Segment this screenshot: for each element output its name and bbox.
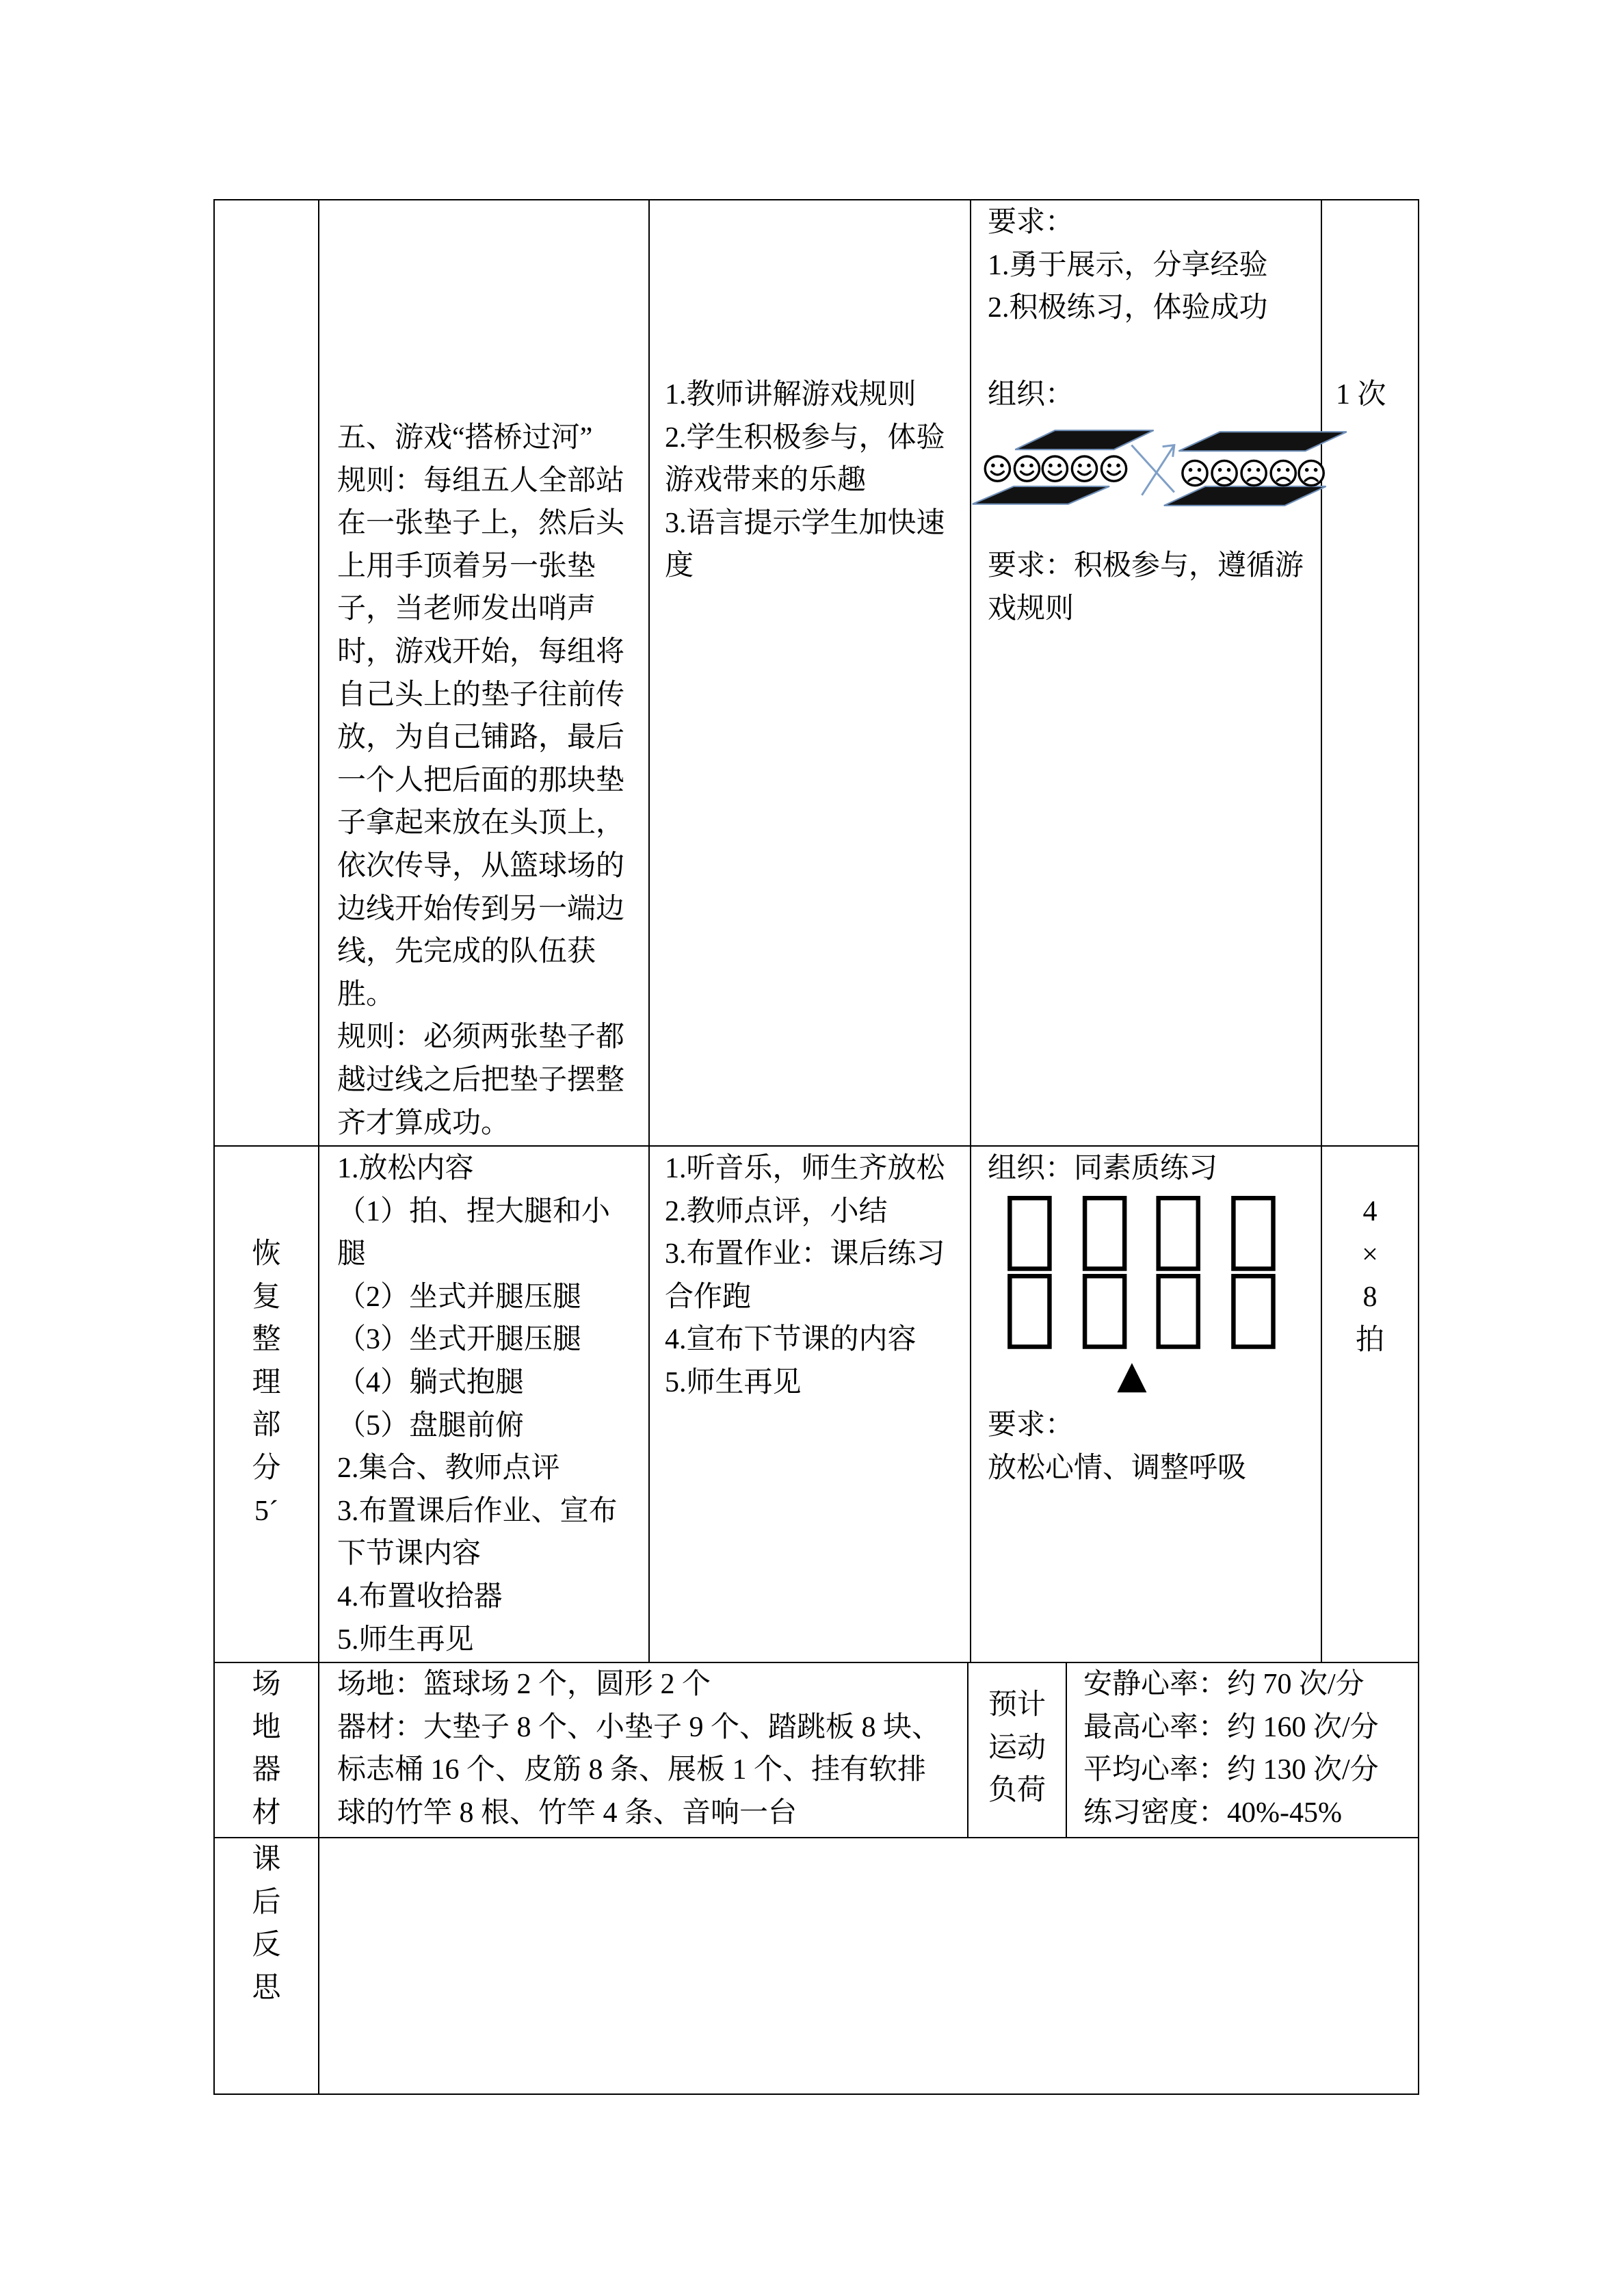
recovery-requirements [988,1404,1246,1489]
venue-content-text [337,1663,940,1834]
vertical-label-char: 后 [252,1886,281,1918]
formation-box [1085,1198,1124,1268]
game-row-reps-cell [1322,200,1419,1147]
vertical-label-char: 分 [252,1452,281,1484]
method-line: 1.听音乐，师生齐放松 [665,1153,945,1184]
frowning-face-icon [1299,460,1323,485]
method-line: 4.宣布下节课的内容 [665,1324,917,1356]
content-line: 边线开始传到另一端边 [337,893,625,925]
vertical-label-char: 反 [252,1929,281,1961]
recovery-row-reps-cell [1322,1147,1419,1663]
content-line: （4）躺式抱腿 [337,1366,525,1398]
content-line: 自己头上的垫子往前传 [337,679,625,711]
vertical-label-char: 地 [252,1711,281,1743]
formation-column [1159,1198,1198,1346]
content-line: 齐才算成功。 [337,1107,510,1139]
method-line: 1.教师讲解游戏规则 [665,379,917,410]
method-line: 3.语言提示学生加快速 [665,507,945,539]
content-line: 胜。 [337,978,395,1010]
content-line: 2.集合、教师点评 [337,1452,560,1485]
reflection-label [215,1838,318,2009]
content-line: 规则：必须两张垫子都 [337,1021,625,1054]
frowning-face-icon [1271,460,1295,485]
formation-box [1159,1276,1198,1346]
formation-box [1159,1198,1198,1268]
method-line: 合作跑 [665,1281,752,1313]
content-line: 标志桶 16 个、皮筋 8 条、展板 1 个、挂有软排 [337,1754,927,1786]
game-reps: 1 次 [1336,379,1386,410]
vertical-label-char: 5´ [254,1495,278,1527]
content-line: （2）坐式并腿压腿 [337,1281,582,1313]
requirement-line: 1.勇于展示，分享经验 [988,249,1268,281]
vertical-label-char: 器 [252,1754,281,1786]
frowning-face-icon [1183,460,1207,485]
load-line: 最高心率：约 160 次/分 [1083,1711,1379,1743]
method-line: 2.学生积极参与，体验 [665,421,945,454]
load-values-text [1083,1663,1379,1834]
mat-shape [1164,486,1326,506]
recovery-reps [1322,1190,1418,1361]
formation-box [1233,1276,1273,1346]
game-row-content-cell [319,200,650,1147]
load-line: 平均心率：约 130 次/分 [1083,1754,1379,1786]
load-label [968,1684,1066,1812]
vertical-label-char: 课 [252,1844,281,1875]
mat-shape [1178,432,1347,451]
game-row-method-cell [650,200,971,1147]
content-line: 上用手顶着另一张垫 [337,550,596,582]
content-line: 时，游戏开始，每组将 [337,636,625,668]
game-organization-label: 组织： [988,379,1075,410]
requirement-line: 戏规则 [988,592,1075,625]
reflection-content-cell [319,1838,1419,2095]
method-line: 3.布置作业：课后练习 [665,1238,945,1270]
vertical-label-char: 部 [252,1409,281,1441]
recovery-content-text [337,1147,618,1661]
vertical-label-char: × [1362,1238,1378,1270]
content-line: 腿 [337,1238,367,1270]
mat-shape [973,486,1109,504]
content-line: 依次传导，从篮球场的 [337,850,625,882]
label-line: 负荷 [988,1775,1046,1807]
content-line: （5）盘腿前俯 [337,1409,525,1441]
recovery-row-content-cell [319,1147,650,1663]
content-line: 规则：每组五人全部站 [337,465,625,497]
game-row-organization-cell [971,200,1322,1147]
method-line: 2.教师点评，小结 [665,1195,888,1227]
smiley-face-icon [1014,456,1039,481]
method-line: 游戏带来的乐趣 [665,465,867,497]
smiley-face-icon [985,456,1010,481]
recovery-row-section-cell [215,1147,319,1663]
smiley-face-icon [1101,456,1126,481]
venue-row-content-cell [319,1663,968,1838]
vertical-label-char: 复 [252,1281,281,1313]
label-line: 运动 [988,1732,1046,1764]
game-content-text [337,417,624,1145]
requirement-line: 放松心情、调整呼吸 [988,1452,1247,1484]
recovery-method-text [665,1147,945,1405]
load-line: 练习密度：40%-45% [1083,1797,1342,1829]
requirement-line: 2.积极练习，体验成功 [988,292,1268,324]
content-line: 在一张垫子上，然后头 [337,508,625,540]
vertical-label-char: 4 [1362,1196,1378,1227]
formation-box [1085,1276,1124,1346]
recovery-section-label [215,1233,318,1532]
teacher-position-triangle-icon [1117,1363,1146,1392]
vertical-label-char: 8 [1362,1281,1378,1314]
load-label-cell [968,1663,1067,1838]
relay-game-formation-diagram [958,420,1356,516]
method-line: 度 [665,550,694,582]
content-line: 1.放松内容 [337,1153,474,1184]
content-line: 放，为自己铺路，最后 [337,722,625,754]
frowning-face-icon [1241,460,1266,485]
vertical-label-char: 拍 [1355,1324,1384,1356]
requirement-line: 要求：积极参与，遵循游 [988,550,1304,582]
method-line: 5.师生再见 [665,1366,802,1398]
relaxation-formation-diagram [988,1186,1297,1400]
formation-box [1010,1276,1049,1346]
content-line: （3）坐式开腿压腿 [337,1324,582,1356]
game-row-section-cell [215,200,319,1147]
formation-column [1085,1198,1124,1346]
venue-label [215,1663,318,1834]
game-method-text [665,374,945,588]
pass-direction-cross-icon [1131,445,1174,495]
content-line: （1）拍、捏大腿和小 [337,1195,611,1227]
venue-row-label-cell [215,1663,319,1838]
content-line: 子拿起来放在头顶上， [337,807,625,839]
vertical-label-char: 理 [252,1366,281,1398]
content-line: 越过线之后把垫子摆整 [337,1064,625,1096]
formation-column [1010,1198,1049,1346]
vertical-label-char: 整 [252,1324,281,1356]
smiley-face-icon [1042,456,1067,481]
frowning-face-icon [1212,460,1237,485]
vertical-label-char: 材 [252,1797,281,1829]
content-line: 4.布置收拾器 [337,1580,503,1613]
student-group-right [1183,460,1323,485]
content-line: 下节课内容 [337,1538,482,1570]
recovery-row-organization-cell [971,1147,1322,1663]
student-group-left [985,456,1126,481]
game-requirements-top [988,201,1268,330]
formation-column [1233,1198,1273,1346]
vertical-label-char: 思 [252,1972,281,2004]
requirement-line: 要求： [988,1409,1075,1441]
recovery-organization-label: 组织：同素质练习 [988,1153,1218,1184]
label-line: 预计 [988,1689,1046,1721]
vertical-label-char: 场 [252,1669,281,1700]
content-line: 线，先完成的队伍获 [337,936,596,968]
formation-box [1010,1198,1049,1268]
content-line: 5.师生再见 [337,1623,474,1656]
recovery-row-method-cell [650,1147,971,1663]
content-line: 五、游戏“搭桥过河” [337,422,593,454]
requirement-line: 要求： [988,207,1075,238]
formation-box [1233,1198,1273,1268]
load-line: 安静心率：约 70 次/分 [1083,1669,1365,1700]
load-values-cell [1067,1663,1419,1838]
reflection-row-label-cell [215,1838,319,2095]
content-line: 3.布置课后作业、宣布 [337,1495,618,1527]
content-line: 器材：大垫子 8 个、小垫子 9 个、踏跳板 8 块、 [337,1711,941,1743]
content-line: 一个人把后面的那块垫 [337,764,625,796]
game-requirements-bottom [988,545,1304,630]
vertical-label-char: 恢 [252,1238,281,1270]
content-line: 球的竹竿 8 根、竹竿 4 条、音响一台 [337,1797,798,1829]
smiley-face-icon [1072,456,1096,481]
content-line: 场地：篮球场 2 个，圆形 2 个 [337,1669,711,1700]
content-line: 子，当老师发出哨声 [337,593,596,625]
